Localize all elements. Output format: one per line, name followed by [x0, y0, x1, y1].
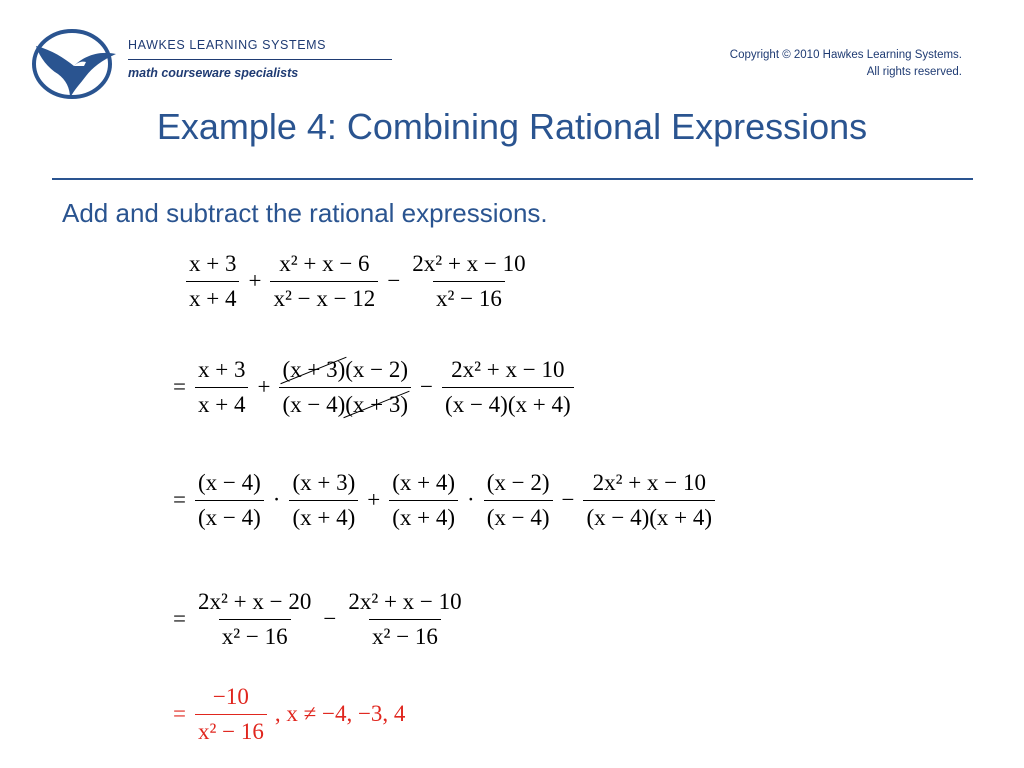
operator: − [323, 606, 337, 632]
fraction [409, 250, 528, 312]
denominator: x + 4 [186, 281, 239, 313]
numerator: 2x² + x − 10 [451, 357, 565, 382]
denominator: x + 4 [195, 387, 248, 419]
denominator: (x + 4) [389, 500, 458, 532]
expression-line-2 [172, 356, 574, 418]
numerator: 2x² + x − 20 [197, 589, 312, 614]
numerator: (x − 2) [486, 470, 550, 495]
denominator: (x − 4) [484, 500, 553, 532]
denominator: (x − 4)(x + 4) [442, 387, 574, 419]
equals-sign: = [173, 606, 186, 632]
fraction [442, 356, 574, 418]
operator: + [248, 268, 262, 294]
header-divider [128, 59, 392, 60]
expression-line-3 [172, 469, 715, 531]
slide-title: Example 4: Combining Rational Expressions [156, 106, 868, 147]
denominator: (x − 4) [195, 500, 264, 532]
numerator: (x + 3) [292, 470, 356, 495]
numerator [279, 356, 411, 387]
fraction [289, 469, 358, 531]
numerator: x + 3 [197, 357, 246, 382]
fraction [270, 250, 378, 312]
rights-reserved-text: All rights reserved. [866, 66, 962, 78]
denominator: x² − x − 12 [270, 281, 378, 313]
title-divider [52, 178, 973, 180]
numerator: −10 [212, 684, 249, 709]
fraction [195, 469, 264, 531]
factor: (x − 2) [345, 357, 409, 382]
cancelled-factor: (x + 3) [282, 357, 346, 382]
company-tagline: math courseware specialists [128, 66, 299, 80]
numerator: (x + 4) [392, 470, 456, 495]
denominator: x² − 16 [433, 281, 505, 313]
operator: + [257, 374, 271, 400]
fraction [583, 469, 715, 531]
operator: − [561, 487, 575, 513]
denominator: (x + 4) [289, 500, 358, 532]
denominator [279, 387, 411, 419]
final-answer-line [172, 683, 405, 745]
operator: + [367, 487, 381, 513]
copyright-text: Copyright © 2010 Hawkes Learning Systems. [729, 49, 962, 61]
fraction [279, 356, 411, 418]
company-name: HAWKES LEARNING SYSTEMS [128, 38, 327, 52]
denominator: x² − 16 [369, 619, 441, 651]
operator: − [387, 268, 401, 294]
instruction-text: Add and subtract the rational expressions. [62, 198, 548, 228]
numerator: 2x² + x − 10 [348, 589, 462, 614]
denominator: x² − 16 [195, 714, 267, 746]
fraction [195, 683, 267, 745]
denominator: (x − 4)(x + 4) [583, 500, 715, 532]
fraction [186, 250, 239, 312]
hawk-logo-icon [30, 28, 122, 100]
numerator: 2x² + x − 10 [592, 470, 706, 495]
fraction [195, 356, 248, 418]
fraction [345, 588, 464, 650]
expression-line-4 [172, 588, 465, 650]
fraction [389, 469, 458, 531]
numerator: x + 3 [189, 251, 237, 276]
equals-sign: = [173, 374, 186, 400]
multiplication-dot: · [272, 487, 281, 513]
numerator: (x − 4) [197, 470, 261, 495]
fraction [484, 469, 553, 531]
denominator: x² − 16 [219, 619, 291, 651]
domain-restriction: , x ≠ −4, −3, 4 [274, 701, 406, 727]
numerator: 2x² + x − 10 [412, 251, 526, 276]
numerator: x² + x − 6 [279, 251, 370, 276]
equals-sign: = [173, 487, 186, 513]
multiplication-dot: · [467, 487, 475, 513]
operator: − [420, 374, 434, 400]
equals-sign: = [173, 701, 186, 727]
factor: (x − 4) [282, 391, 346, 417]
fraction [195, 588, 314, 650]
cancelled-factor: (x + 3) [345, 391, 409, 417]
expression-line-1 [186, 250, 529, 312]
